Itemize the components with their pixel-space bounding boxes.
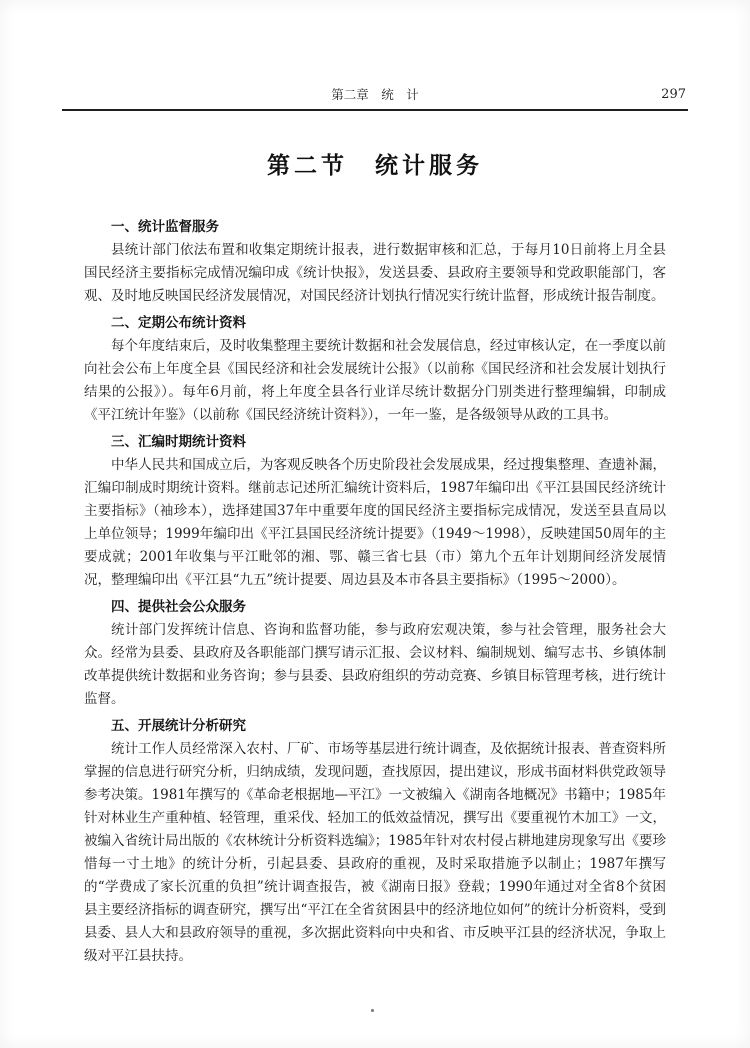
subsection-2 bbox=[84, 312, 666, 427]
header-rule bbox=[62, 109, 688, 111]
subsection-paragraph: 统计部门发挥统计信息、咨询和监督功能，参与政府宏观决策，参与社会管理，服务社会大众。经常为县委、县政府及各职能部门撰写请示汇报、会议材料、编制规划、编写志书、乡镇体制改革提供统计数据和业务咨询；参与县委、县政府组织的劳动竞赛、乡镇目标管理考核，进行统计监督。 bbox=[84, 622, 666, 707]
subsection-paragraph: 中华人民共和国成立后，为客观反映各个历史阶段社会发展成果，经过搜集整理、查遗补漏，汇编印制成时期统计资料。继前志记述所汇编统计资料后，1987年编印出《平江县国民经济统计主要指标》（袖珍本），选择建国37年中重要年度的国民经济主要指标完成情况，发送至县直局以上单位领导；1999年编印出《平江县国民经济统计提要》（1949～1998），反映建国50周年的主要成就；2001年收集与平江毗邻的湘、鄂、赣三省七县（市）第九个五年计划期间经济发展情况，整理编印出《平江县“九五”统计提要、周边县及本市各县主要指标》（1995～2000）。 bbox=[84, 457, 666, 588]
subsection-4 bbox=[84, 596, 666, 711]
page-number: 297 bbox=[661, 87, 686, 102]
page-body bbox=[84, 216, 666, 968]
subsection-heading: 三、汇编时期统计资料 bbox=[111, 434, 246, 450]
scan-artifact-dot bbox=[371, 1009, 374, 1012]
subsection-paragraph: 统计工作人员经常深入农村、厂矿、市场等基层进行统计调查，及依据统计报表、普查资料所掌握的信息进行研究分析，归纳成绩，发现问题，查找原因，提出建议，形成书面材料供党政领导参考决策。1981年撰写的《革命老根据地—平江》一文被编入《湖南各地概况》书籍中；1985年针对林业生产重种植、轻管理，重采伐、轻加工的低效益情况，撰写出《要重视竹木加工》一文，被编入省统计局出版的《农林统计分析资料选编》；1985年针对农村侵占耕地建房现象写出《要珍惜每一寸土地》的统计分析，引起县委、县政府的重视，及时采取措施予以制止；1987年撰写的“学费成了家长沉重的负担”统计调查报告，被《湖南日报》登载；1990年通过对全省8个贫困县主要经济指标的调查研究，撰写出“平江在全省贫困县中的经济地位如何”的统计分析资料，受到县委、县人大和县政府领导的重视，多次据此资料向中央和省、市反映平江县的经济状况，争取上级对平江县扶持。 bbox=[84, 741, 666, 964]
subsection-paragraph: 县统计部门依法布置和收集定期统计报表，进行数据审核和汇总，于每月10日前将上月全县国民经济主要指标完成情况编印成《统计快报》，发送县委、县政府主要领导和党政职能部门，客观、及时地反映国民经济发展情况，对国民经济计划执行情况实行统计监督，形成统计报告制度。 bbox=[84, 242, 666, 304]
subsection-heading: 一、统计监督服务 bbox=[111, 219, 219, 235]
subsection-1 bbox=[84, 216, 666, 308]
running-header bbox=[62, 86, 688, 104]
subsection-3 bbox=[84, 431, 666, 592]
subsection-heading: 四、提供社会公众服务 bbox=[111, 599, 246, 615]
subsection-5 bbox=[84, 715, 666, 968]
running-header-chapter: 第二章 统 计 bbox=[331, 87, 419, 102]
subsection-heading: 五、开展统计分析研究 bbox=[111, 718, 246, 734]
subsection-paragraph: 每个年度结束后，及时收集整理主要统计数据和社会发展信息，经过审核认定，在一季度以前向社会公布上年度全县《国民经济和社会发展统计公报》（以前称《国民经济和社会发展计划执行结果的公报》）。每年6月前，将上年度全县各行业详尽统计数据分门别类进行整理编辑，印制成《平江统计年鉴》（以前称《国民经济统计资料》），一年一鉴，是各级领导从政的工具书。 bbox=[84, 338, 666, 423]
subsection-heading: 二、定期公布统计资料 bbox=[111, 315, 246, 331]
section-title: 第二节 统计服务 bbox=[267, 152, 483, 179]
